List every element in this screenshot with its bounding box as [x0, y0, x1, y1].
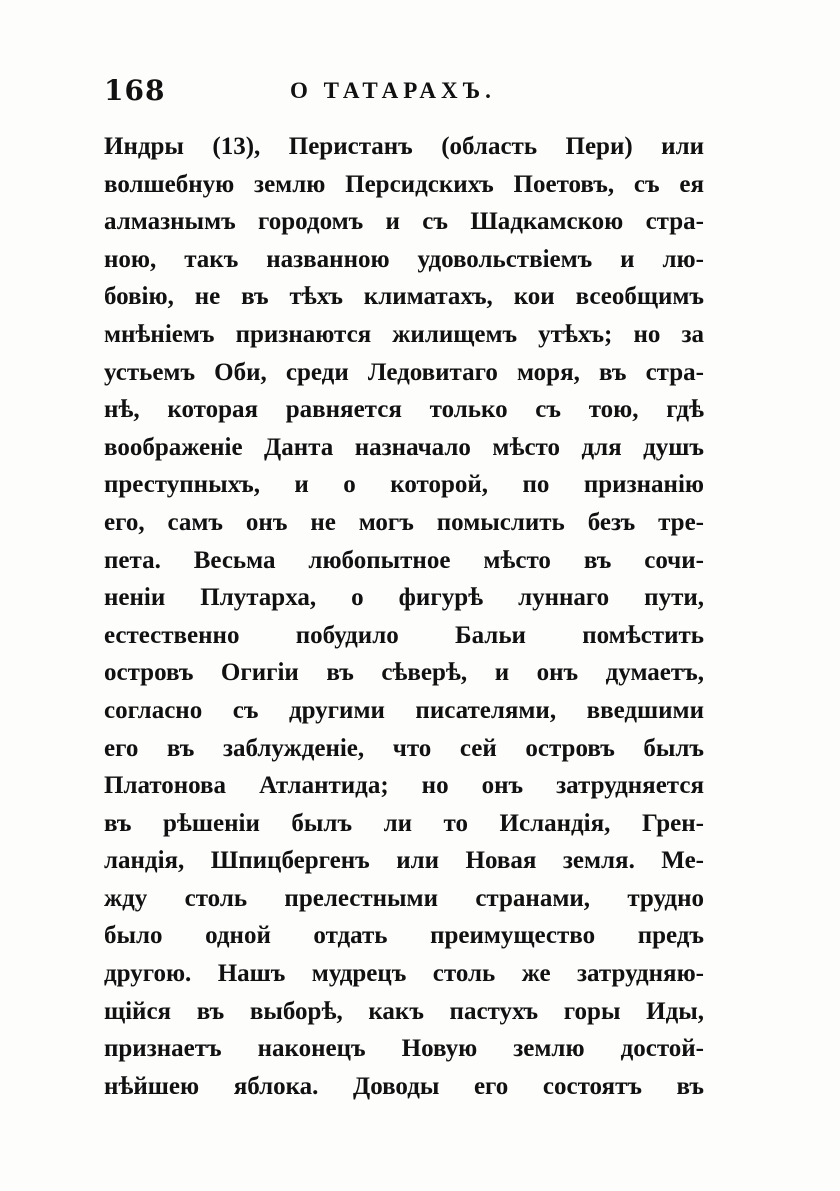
text-line: было одной отдать преимущество предъ — [104, 922, 704, 950]
text-line: неніи Плутарха, о фигурѣ луннаго пути, — [104, 584, 704, 612]
text-line: ною, такъ названною удовольствіемъ и лю- — [104, 245, 704, 273]
page-number: 168 — [104, 74, 166, 107]
text-line: ландія, Шпицбергенъ или Новая земля. Ме- — [104, 847, 704, 875]
text-line: преступныхъ, и о которой, по признанію — [104, 471, 704, 499]
text-line: Индры (13), Перистанъ (область Пери) или — [104, 133, 704, 160]
page-header — [104, 74, 704, 114]
text-line: мнѣніемъ признаются жилищемъ утѣхъ; но за — [104, 320, 704, 348]
text-line: его въ заблужденіе, что сей островъ былъ — [104, 734, 704, 762]
text-line: островъ Огигіи въ сѣверѣ, и онъ думаетъ, — [104, 659, 704, 687]
text-line: признаетъ наконецъ Новую землю достой- — [104, 1035, 704, 1063]
text-line: естественно побудило Бальи помѣстить — [104, 621, 704, 649]
text-line: воображеніе Данта назначало мѣсто для душъ — [104, 433, 704, 461]
text-line: бовію, не въ тѣхъ климатахъ, кои всеобщимъ — [104, 283, 704, 311]
text-line: жду столь прелестными странами, трудно — [104, 884, 704, 912]
text-line: щійся въ выборѣ, какъ пастухъ горы Иды, — [104, 997, 704, 1025]
text-line: его, самъ онъ не могъ помыслить безъ тре- — [104, 508, 704, 536]
text-line: алмазнымъ городомъ и съ Шадкамскою стра- — [104, 208, 704, 236]
text-line: нѣйшею яблока. Доводы его состоятъ въ — [104, 1072, 704, 1100]
text-line: устьемъ Оби, среди Ледовитаго моря, въ стра- — [104, 358, 704, 386]
running-title: О ТАТАРАХЪ. — [290, 78, 496, 103]
text-line: согласно съ другими писателями, введшими — [104, 696, 704, 724]
text-line: волшебную землю Персидскихъ Поетовъ, съ ея — [104, 170, 704, 198]
text-line: другою. Нашъ мудрецъ столь же затрудняю- — [104, 960, 704, 988]
text-line: въ рѣшеніи былъ ли то Исландія, Грен- — [104, 809, 704, 837]
text-line: пета. Весьма любопытное мѣсто въ сочи- — [104, 546, 704, 574]
text-line: Платонова Атлантида; но онъ затрудняется — [104, 772, 704, 800]
text-line: нѣ, которая равняется только съ тою, гдѣ — [104, 396, 704, 424]
body-text — [104, 128, 704, 1105]
